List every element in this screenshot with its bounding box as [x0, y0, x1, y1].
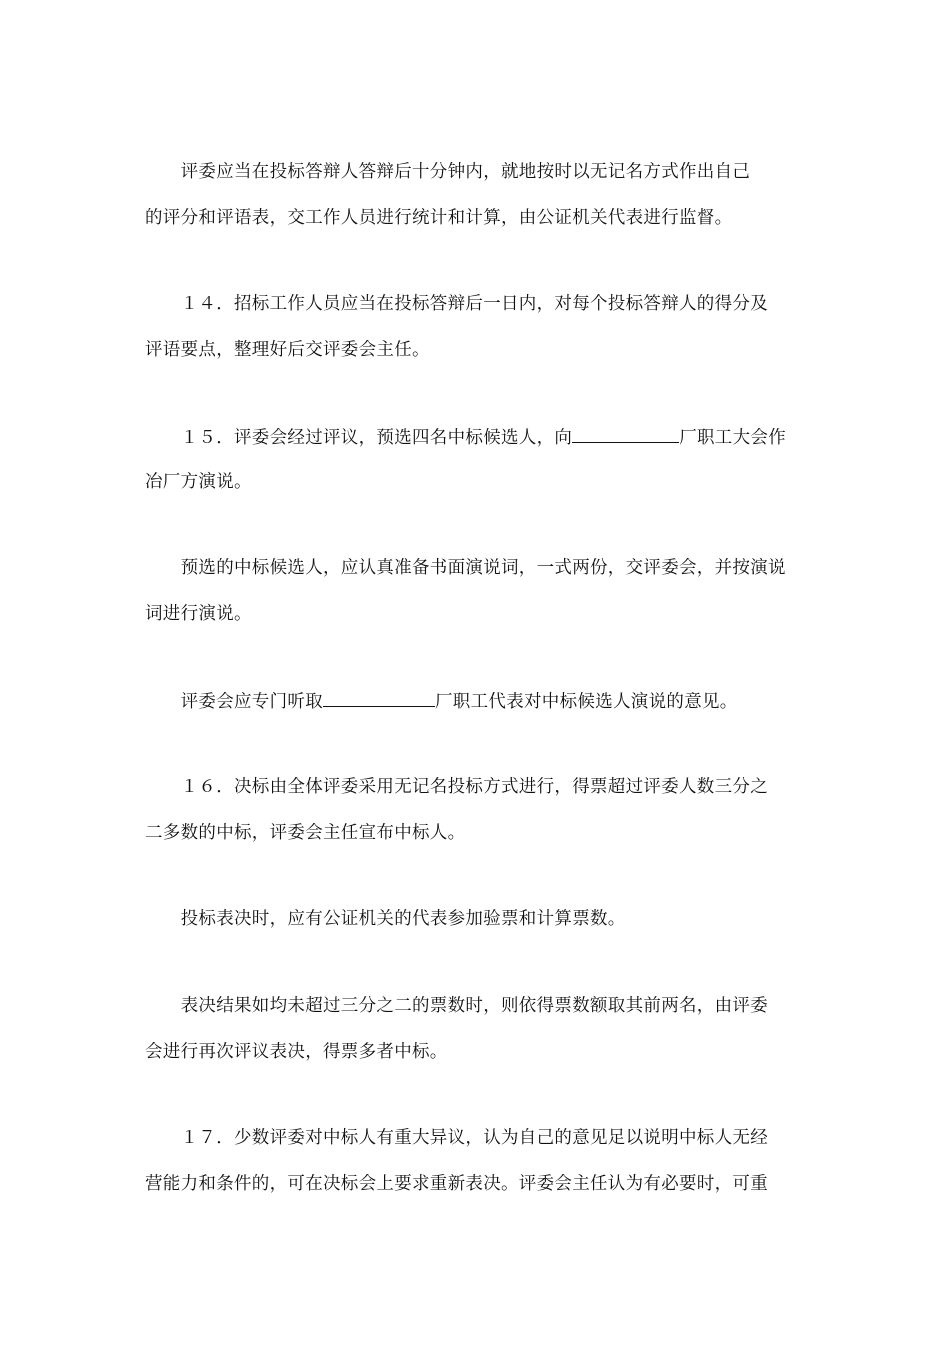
vote-notary-line: 投标表决时，应有公证机关的代表参加验票和计算票数。 — [145, 909, 626, 929]
re-vote-line-1: 表决结果如均未超过三分之二的票数时，则依得票数额取其前两名，由评委 — [145, 996, 768, 1016]
clause-16-line-1: １６．决标由全体评委采用无记名投标方式进行，得票超过评委人数三分之 — [145, 777, 768, 797]
listen-text-after: 厂职工代表对中标候选人演说的意见。 — [435, 692, 738, 712]
listen-text-before: 评委会应专门听取 — [145, 692, 323, 712]
fill-in-blank-factory-2 — [323, 688, 435, 707]
paragraph-evaluation-line-2: 的评分和评语表，交工作人员进行统计和计算，由公证机关代表进行监督。 — [145, 208, 733, 228]
clause-15-text-after: 厂职工大会作 — [679, 428, 787, 448]
clause-15-line-2: 冶厂方演说。 — [145, 472, 252, 492]
fill-in-blank-factory — [572, 424, 679, 443]
clause-14-line-1: １４．招标工作人员应当在投标答辩后一日内，对每个投标答辩人的得分及 — [145, 294, 768, 314]
clause-15-line-1 — [145, 424, 786, 450]
clause-16-line-2: 二多数的中标，评委会主任宣布中标人。 — [145, 823, 466, 843]
speech-prep-line-2: 词进行演说。 — [145, 604, 252, 624]
clause-17-line-1: １７．少数评委对中标人有重大异议，认为自己的意见足以说明中标人无经 — [145, 1128, 768, 1148]
clause-17-line-2: 营能力和条件的，可在决标会上要求重新表决。评委会主任认为有必要时，可重 — [145, 1174, 768, 1194]
clause-15-text-before: １５．评委会经过评议，预选四名中标候选人，向 — [145, 428, 573, 448]
clause-14-line-2: 评语要点，整理好后交评委会主任。 — [145, 340, 430, 360]
speech-prep-line-1: 预选的中标候选人，应认真准备书面演说词，一式两份，交评委会，并按演说 — [145, 558, 786, 578]
re-vote-line-2: 会进行再次评议表决，得票多者中标。 — [145, 1042, 448, 1062]
paragraph-evaluation-line-1: 评委应当在投标答辩人答辩后十分钟内，就地按时以无记名方式作出自己 — [145, 162, 751, 182]
listen-opinions-line — [145, 688, 738, 714]
